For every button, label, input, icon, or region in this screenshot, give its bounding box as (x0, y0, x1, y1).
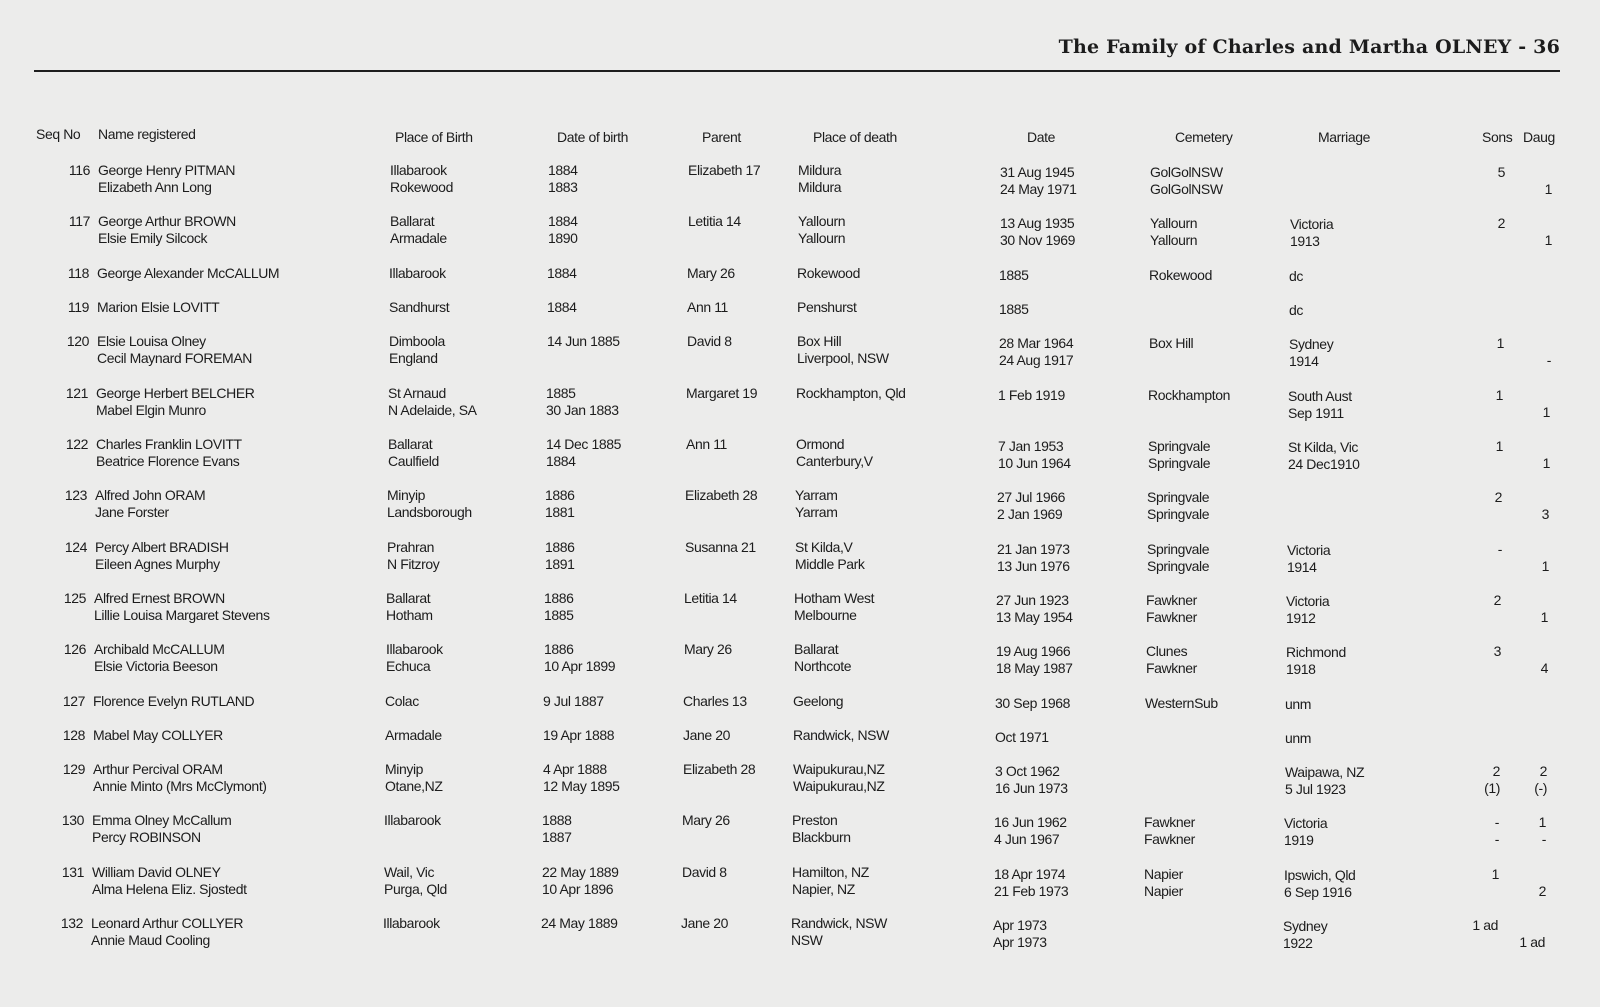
date-cell: 1885 (999, 301, 1029, 317)
date-birth-cell: 1890 (548, 230, 578, 246)
marriage-cell: 1919 (1284, 832, 1314, 848)
date-cell: 27 Jul 1966 (997, 489, 1065, 505)
name-cell: Beatrice Florence Evans (96, 453, 240, 469)
place-birth-cell: Illabarook (390, 162, 447, 178)
name-cell: Arthur Percival ORAM (93, 761, 223, 777)
date-cell: 24 Aug 1917 (999, 352, 1074, 368)
cemetery-cell: GolGolNSW (1150, 164, 1223, 180)
date-birth-cell: 10 Apr 1899 (544, 658, 616, 674)
date-cell: 24 May 1971 (1000, 181, 1077, 197)
place-birth-cell: Illabarook (389, 265, 446, 281)
date-cell: 30 Nov 1969 (1000, 232, 1075, 248)
name-cell: George Alexander McCALLUM (97, 265, 280, 281)
date-birth-cell: 1887 (542, 829, 572, 845)
cemetery-cell: GolGolNSW (1150, 181, 1223, 197)
name-cell: Florence Evelyn RUTLAND (93, 693, 255, 709)
parent-cell: David 8 (687, 333, 732, 349)
place-death-cell: Rockhampton, Qld (796, 385, 906, 401)
parent-cell: Letitia 14 (684, 590, 737, 606)
sons-cell: 2 (1497, 215, 1505, 231)
seq-number: 118 (67, 265, 89, 281)
date-cell: 21 Jan 1973 (997, 541, 1070, 557)
daug-cell: 1 (1542, 455, 1550, 471)
cemetery-cell: Yallourn (1150, 232, 1198, 248)
seq-number: 125 (63, 590, 86, 606)
header-marriage: Marriage (1318, 129, 1371, 145)
name-cell: Emma Olney McCallum (92, 812, 232, 828)
cemetery-cell: Fawkner (1144, 831, 1195, 847)
marriage-cell: Sydney (1289, 336, 1334, 352)
date-birth-cell: 4 Apr 1888 (543, 761, 607, 777)
parent-cell: Jane 20 (681, 915, 729, 931)
cemetery-cell: Springvale (1147, 541, 1210, 557)
place-birth-cell: Ballarat (388, 436, 433, 452)
marriage-cell: 1914 (1287, 559, 1317, 575)
marriage-cell: dc (1289, 268, 1303, 284)
place-death-cell: Northcote (794, 658, 852, 674)
cemetery-cell: Springvale (1148, 455, 1211, 471)
marriage-cell: South Aust (1288, 388, 1352, 404)
name-cell: Percy Albert BRADISH (95, 539, 229, 555)
place-birth-cell: Prahran (387, 539, 435, 555)
seq-number: 117 (68, 213, 90, 229)
marriage-cell: Victoria (1284, 815, 1328, 831)
date-birth-cell: 19 Apr 1888 (543, 727, 615, 743)
seq-number: 132 (60, 915, 83, 931)
header-seq: Seq No (36, 126, 81, 142)
place-birth-cell: Minyip (387, 487, 426, 503)
name-cell: Lillie Louisa Margaret Stevens (94, 607, 270, 623)
date-cell: 13 Jun 1976 (997, 558, 1070, 574)
cemetery-cell: Rockhampton (1148, 387, 1230, 403)
cemetery-cell: Springvale (1147, 558, 1210, 574)
seq-number: 128 (62, 727, 85, 743)
date-cell: 1 Feb 1919 (998, 387, 1065, 403)
date-cell: 19 Aug 1966 (996, 643, 1071, 659)
marriage-cell: 1912 (1286, 610, 1316, 626)
header-name: Name registered (98, 126, 196, 142)
place-death-cell: Yallourn (798, 213, 846, 229)
sons-cell: (1) (1484, 780, 1500, 796)
marriage-cell: Ipswich, Qld (1284, 867, 1356, 883)
date-cell: 16 Jun 1962 (994, 814, 1067, 830)
date-birth-cell: 14 Dec 1885 (546, 436, 621, 452)
marriage-cell: St Kilda, Vic (1288, 439, 1359, 455)
date-birth-cell: 22 May 1889 (542, 864, 619, 880)
name-cell: Cecil Maynard FOREMAN (97, 350, 252, 366)
date-cell: Oct 1971 (995, 729, 1049, 745)
parent-cell: David 8 (682, 864, 727, 880)
place-death-cell: Melbourne (794, 607, 857, 623)
name-cell: Alfred Ernest BROWN (94, 590, 225, 606)
place-death-cell: Geelong (793, 693, 844, 709)
date-birth-cell: 1886 (544, 590, 574, 606)
date-cell: 10 Jun 1964 (998, 455, 1071, 471)
name-cell: Charles Franklin LOVITT (96, 436, 242, 452)
parent-cell: Susanna 21 (685, 539, 756, 555)
header-date-birth: Date of birth (557, 129, 629, 145)
name-cell: Percy ROBINSON (92, 829, 201, 845)
place-death-cell: Yarram (795, 504, 838, 520)
place-death-cell: Mildura (798, 162, 842, 178)
seq-number: 131 (61, 864, 84, 880)
date-cell: 21 Feb 1973 (994, 883, 1069, 899)
seq-number: 124 (64, 539, 87, 555)
name-cell: George Henry PITMAN (98, 162, 236, 178)
date-cell: 1885 (999, 267, 1029, 283)
place-death-cell: NSW (791, 932, 823, 948)
date-birth-cell: 12 May 1895 (543, 778, 620, 794)
date-birth-cell: 1884 (548, 213, 578, 229)
place-death-cell: Middle Park (795, 556, 865, 572)
parent-cell: Mary 26 (684, 641, 732, 657)
name-cell: William David OLNEY (92, 864, 221, 880)
date-birth-cell: 24 May 1889 (541, 915, 618, 931)
marriage-cell: 1918 (1286, 661, 1316, 677)
sons-cell: - (1494, 814, 1499, 830)
place-birth-cell: Hotham (386, 607, 433, 623)
header-place-birth: Place of Birth (395, 129, 473, 145)
place-birth-cell: Illabarook (384, 812, 441, 828)
header-sons: Sons (1482, 129, 1513, 145)
daug-cell: 1 (1540, 609, 1548, 625)
cemetery-cell: Yallourn (1150, 215, 1198, 231)
marriage-cell: 24 Dec1910 (1288, 456, 1360, 472)
date-cell: 2 Jan 1969 (997, 506, 1063, 522)
seq-number: 127 (62, 693, 85, 709)
date-birth-cell: 1886 (545, 539, 575, 555)
date-cell: Apr 1973 (993, 917, 1047, 933)
seq-number: 119 (67, 299, 89, 315)
header-cemetery: Cemetery (1175, 129, 1233, 145)
name-cell: Alma Helena Eliz. Sjostedt (92, 881, 247, 897)
place-birth-cell: Landsborough (387, 504, 472, 520)
place-death-cell: Napier, NZ (792, 881, 855, 897)
marriage-cell: unm (1285, 696, 1312, 712)
seq-number: 129 (62, 761, 85, 777)
place-birth-cell: Ballarat (390, 213, 435, 229)
cemetery-cell: Fawkner (1146, 660, 1197, 676)
cemetery-cell: Napier (1144, 883, 1183, 899)
cemetery-cell: Napier (1144, 866, 1183, 882)
marriage-cell: Richmond (1286, 644, 1346, 660)
marriage-cell: 1913 (1290, 233, 1320, 249)
cemetery-cell: Rokewood (1149, 267, 1212, 283)
date-birth-cell: 1884 (546, 453, 576, 469)
date-birth-cell: 1885 (546, 385, 576, 401)
marriage-cell: 1922 (1283, 935, 1313, 951)
seq-number: 123 (64, 487, 87, 503)
seq-number: 122 (65, 436, 88, 452)
marriage-cell: 1914 (1289, 353, 1319, 369)
name-cell: Mabel Elgin Munro (96, 402, 206, 418)
daug-cell: - (1541, 831, 1546, 847)
marriage-cell: 5 Jul 1923 (1285, 781, 1346, 797)
cemetery-cell: Springvale (1148, 438, 1211, 454)
sons-cell: 5 (1497, 164, 1505, 180)
place-birth-cell: Wail, Vic (384, 864, 435, 880)
sons-cell: - (1494, 831, 1499, 847)
date-cell: 27 Jun 1923 (996, 592, 1069, 608)
date-cell: 18 May 1987 (996, 660, 1073, 676)
sons-cell: 1 (1496, 335, 1504, 351)
place-birth-cell: Ballarat (386, 590, 431, 606)
date-birth-cell: 14 Jun 1885 (547, 333, 620, 349)
parent-cell: Charles 13 (683, 693, 747, 709)
marriage-cell: Sep 1911 (1288, 405, 1344, 421)
marriage-cell: 6 Sep 1916 (1284, 884, 1352, 900)
parent-cell: Ann 11 (686, 436, 727, 452)
place-death-cell: Yallourn (798, 230, 846, 246)
date-cell: 28 Mar 1964 (999, 335, 1074, 351)
place-death-cell: Blackburn (792, 829, 851, 845)
place-birth-cell: N Fitzroy (387, 556, 440, 572)
place-birth-cell: Echuca (386, 658, 431, 674)
seq-number: 116 (68, 162, 90, 178)
date-cell: 13 Aug 1935 (1000, 215, 1075, 231)
date-cell: 3 Oct 1962 (995, 763, 1060, 779)
place-death-cell: Waipukurau,NZ (793, 778, 885, 794)
sons-cell: 2 (1492, 763, 1500, 779)
daug-cell: 1 (1538, 814, 1546, 830)
place-birth-cell: Armadale (385, 727, 442, 743)
seq-number: 126 (63, 641, 86, 657)
place-death-cell: Hamilton, NZ (792, 864, 869, 880)
sons-cell: 3 (1493, 643, 1501, 659)
place-birth-cell: Otane,NZ (385, 778, 443, 794)
place-death-cell: Liverpool, NSW (797, 350, 889, 366)
place-death-cell: Canterbury,V (796, 453, 873, 469)
daug-cell: 3 (1541, 506, 1549, 522)
header-place-death: Place of death (813, 129, 897, 145)
cemetery-cell: Springvale (1147, 489, 1210, 505)
name-cell: Annie Minto (Mrs McClymont) (93, 778, 267, 794)
date-cell: 7 Jan 1953 (998, 438, 1064, 454)
place-birth-cell: England (389, 350, 438, 366)
date-birth-cell: 1881 (545, 504, 575, 520)
date-cell: Apr 1973 (993, 934, 1047, 950)
sons-cell: 1 (1495, 438, 1503, 454)
cemetery-cell: Springvale (1147, 506, 1210, 522)
date-birth-cell: 1885 (544, 607, 574, 623)
date-birth-cell: 1884 (548, 162, 578, 178)
sons-cell: 1 (1491, 866, 1499, 882)
parent-cell: Elizabeth 28 (685, 487, 758, 503)
place-birth-cell: Colac (385, 693, 419, 709)
sons-cell: - (1497, 541, 1502, 557)
name-cell: Elsie Louisa Olney (97, 333, 206, 349)
sons-cell: 2 (1494, 489, 1502, 505)
daug-cell: 1 (1542, 404, 1550, 420)
daug-cell: 2 (1538, 883, 1546, 899)
name-cell: Jane Forster (95, 504, 169, 520)
name-cell: Alfred John ORAM (95, 487, 206, 503)
parent-cell: Letitia 14 (688, 213, 741, 229)
cemetery-cell: Box Hill (1149, 335, 1194, 351)
place-death-cell: Hotham West (794, 590, 875, 606)
daug-cell: (-) (1534, 780, 1547, 796)
date-birth-cell: 30 Jan 1883 (546, 402, 619, 418)
name-cell: George Arthur BROWN (98, 213, 236, 229)
seq-number: 120 (66, 333, 89, 349)
date-cell: 30 Sep 1968 (995, 695, 1071, 711)
marriage-cell: Victoria (1286, 593, 1330, 609)
place-death-cell: Yarram (795, 487, 838, 503)
place-death-cell: Preston (792, 812, 838, 828)
place-death-cell: Randwick, NSW (791, 915, 887, 931)
date-cell: 13 May 1954 (996, 609, 1073, 625)
marriage-cell: unm (1285, 730, 1312, 746)
date-birth-cell: 9 Jul 1887 (543, 693, 604, 709)
marriage-cell: Sydney (1283, 918, 1328, 934)
parent-cell: Ann 11 (687, 299, 728, 315)
parent-cell: Mary 26 (682, 812, 730, 828)
place-death-cell: Ormond (796, 436, 845, 452)
date-cell: 18 Apr 1974 (994, 866, 1066, 882)
daug-cell: 1 (1541, 558, 1549, 574)
date-cell: 16 Jun 1973 (995, 780, 1068, 796)
place-death-cell: St Kilda,V (795, 539, 853, 555)
parent-cell: Margaret 19 (686, 385, 758, 401)
date-birth-cell: 1888 (542, 812, 572, 828)
daug-cell: 4 (1540, 660, 1548, 676)
cemetery-cell: WesternSub (1145, 695, 1218, 711)
parent-cell: Mary 26 (687, 265, 735, 281)
place-birth-cell: Dimboola (389, 333, 445, 349)
name-cell: George Herbert BELCHER (96, 385, 255, 401)
daug-cell: - (1546, 352, 1551, 368)
place-birth-cell: Rokewood (390, 179, 453, 195)
place-death-cell: Waipukurau,NZ (793, 761, 885, 777)
place-birth-cell: St Arnaud (388, 385, 446, 401)
date-birth-cell: 1884 (547, 299, 577, 315)
place-birth-cell: Purga, Qld (384, 881, 447, 897)
place-death-cell: Rokewood (797, 265, 860, 281)
sons-cell: 1 (1495, 387, 1503, 403)
place-death-cell: Mildura (798, 179, 842, 195)
date-cell: 4 Jun 1967 (994, 831, 1060, 847)
name-cell: Elizabeth Ann Long (98, 179, 212, 195)
place-death-cell: Ballarat (794, 641, 839, 657)
name-cell: Mabel May COLLYER (93, 727, 223, 743)
parent-cell: Elizabeth 17 (688, 162, 761, 178)
name-cell: Annie Maud Cooling (91, 932, 210, 948)
date-birth-cell: 1886 (545, 487, 575, 503)
name-cell: Marion Elsie LOVITT (97, 299, 220, 315)
place-birth-cell: N Adelaide, SA (388, 402, 477, 418)
date-cell: 31 Aug 1945 (1000, 164, 1075, 180)
place-birth-cell: Sandhurst (389, 299, 450, 315)
cemetery-cell: Fawkner (1146, 609, 1197, 625)
place-birth-cell: Illabarook (386, 641, 443, 657)
date-birth-cell: 1884 (547, 265, 577, 281)
name-cell: Leonard Arthur COLLYER (91, 915, 244, 931)
place-birth-cell: Caulfield (388, 453, 439, 469)
sons-cell: 1 ad (1472, 917, 1498, 933)
marriage-cell: Victoria (1287, 542, 1331, 558)
place-death-cell: Box Hill (797, 333, 842, 349)
daug-cell: 1 ad (1519, 934, 1545, 950)
place-death-cell: Randwick, NSW (793, 727, 889, 743)
date-birth-cell: 1886 (544, 641, 574, 657)
seq-number: 121 (65, 385, 88, 401)
cemetery-cell: Fawkner (1146, 592, 1197, 608)
marriage-cell: Waipawa, NZ (1285, 764, 1365, 780)
cemetery-cell: Fawkner (1144, 814, 1195, 830)
place-birth-cell: Armadale (390, 230, 447, 246)
header-parent: Parent (702, 129, 741, 145)
name-cell: Elsie Victoria Beeson (94, 658, 218, 674)
place-birth-cell: Illabarook (383, 915, 440, 931)
place-birth-cell: Minyip (385, 761, 424, 777)
parent-cell: Elizabeth 28 (683, 761, 756, 777)
header-daug: Daug (1523, 129, 1555, 145)
sons-cell: 2 (1493, 592, 1501, 608)
date-birth-cell: 1891 (545, 556, 575, 572)
name-cell: Elsie Emily Silcock (98, 230, 208, 246)
parent-cell: Jane 20 (683, 727, 731, 743)
header-date: Date (1027, 129, 1055, 145)
marriage-cell: dc (1289, 302, 1303, 318)
date-birth-cell: 1883 (548, 179, 578, 195)
cemetery-cell: Clunes (1146, 643, 1188, 659)
place-death-cell: Penshurst (797, 299, 857, 315)
date-birth-cell: 10 Apr 1896 (542, 881, 614, 897)
daug-cell: 1 (1544, 181, 1552, 197)
daug-cell: 2 (1539, 763, 1547, 779)
page-title: The Family of Charles and Martha OLNEY - 36 (1058, 36, 1560, 58)
name-cell: Archibald McCALLUM (94, 641, 225, 657)
seq-number: 130 (61, 812, 84, 828)
marriage-cell: Victoria (1290, 216, 1334, 232)
name-cell: Eileen Agnes Murphy (95, 556, 220, 572)
daug-cell: 1 (1544, 232, 1552, 248)
